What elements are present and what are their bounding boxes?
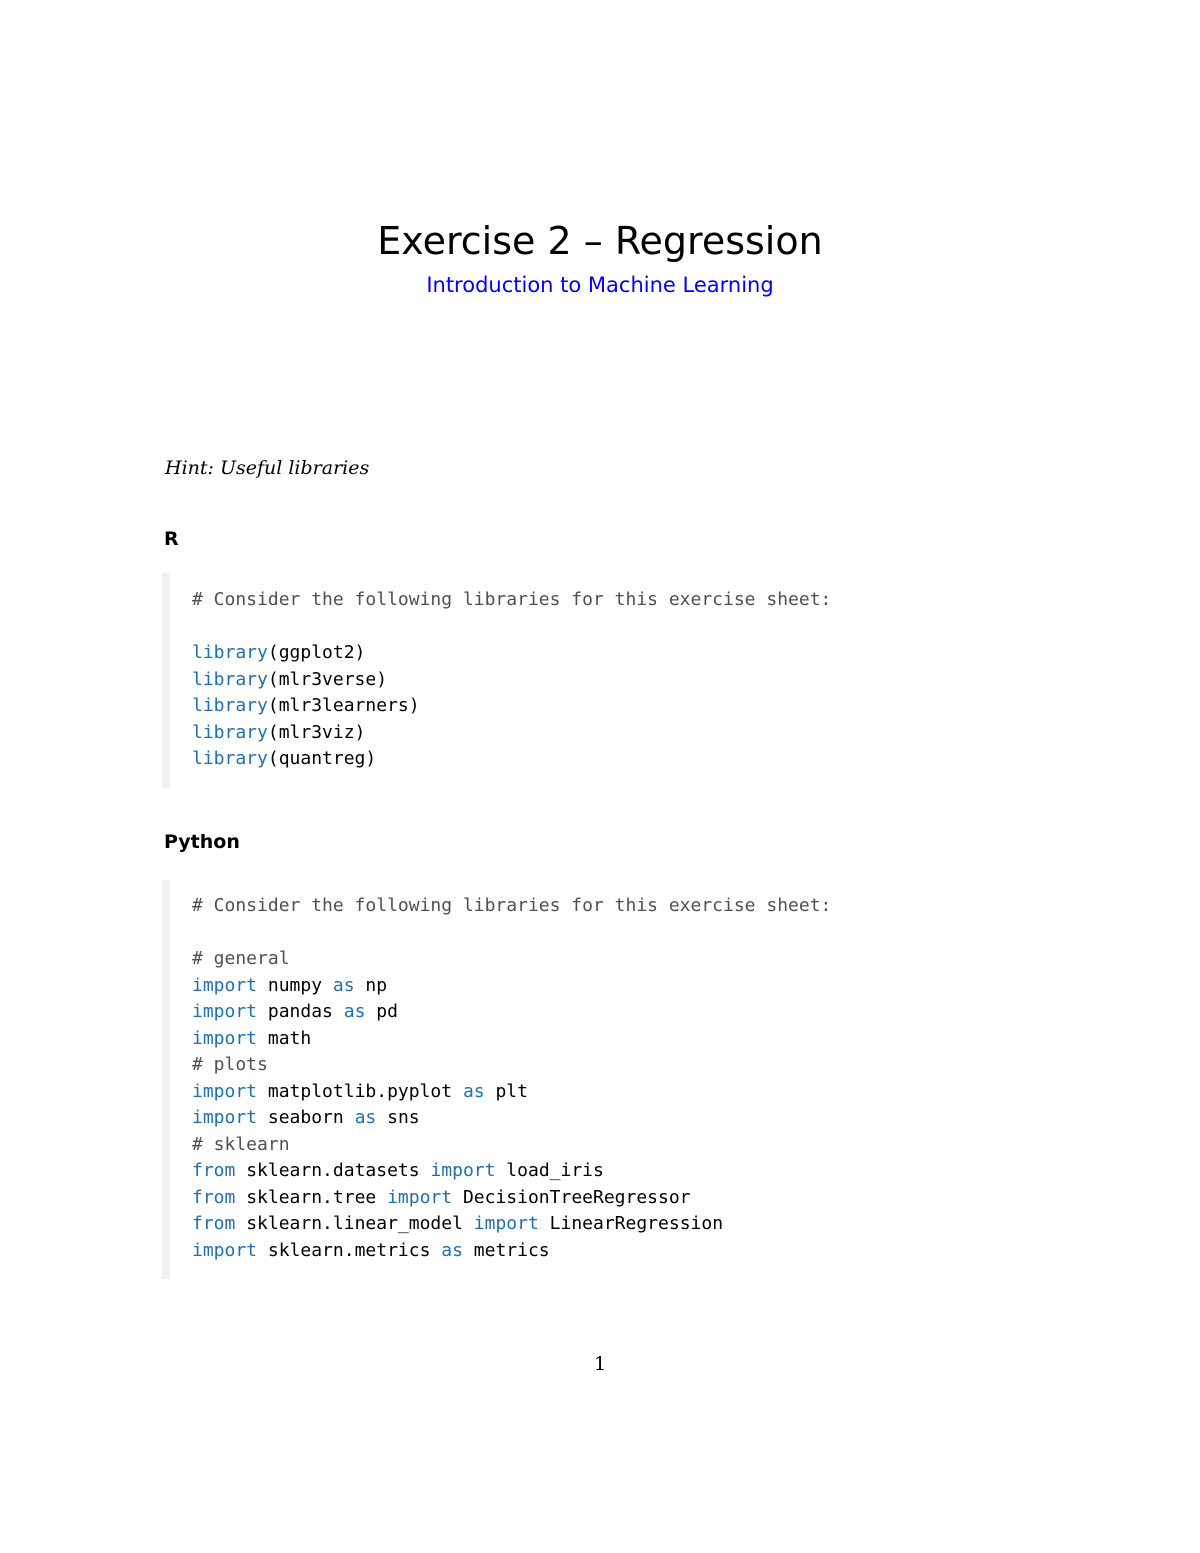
code-argument: (mlr3verse) — [267, 668, 388, 690]
code-argument: (ggplot2) — [267, 642, 366, 663]
code-comment: # Consider the following libraries for this exercise sheet: — [192, 895, 832, 916]
code-keyword: import — [192, 974, 258, 996]
code-text: matplotlib.pyplot — [257, 1080, 463, 1102]
code-keyword: import — [473, 1213, 539, 1234]
code-text: seaborn — [257, 1107, 355, 1128]
code-function: library — [192, 748, 268, 769]
code-block-r — [162, 573, 1042, 788]
code-text: DecisionTreeRegressor — [452, 1186, 691, 1208]
code-text: sklearn.datasets — [235, 1160, 431, 1181]
code-line — [192, 1185, 1042, 1212]
code-line — [192, 1026, 1042, 1053]
code-line — [192, 1158, 1042, 1185]
code-comment: # plots — [192, 1054, 268, 1075]
code-text: sklearn.metrics — [257, 1239, 442, 1261]
code-keyword: as — [343, 1001, 366, 1022]
code-keyword: import — [192, 1001, 258, 1022]
code-block-python — [162, 880, 1042, 1279]
code-lines-python — [192, 946, 1042, 1264]
code-text: np — [354, 974, 388, 996]
section-heading-r: R — [164, 528, 179, 550]
code-argument: (quantreg) — [267, 748, 377, 769]
code-text: pd — [365, 1001, 398, 1022]
code-text: pandas — [257, 1001, 344, 1022]
code-line — [192, 999, 1042, 1026]
code-text: sklearn.linear_model — [235, 1213, 474, 1234]
code-keyword: from — [192, 1186, 236, 1208]
section-heading-python: Python — [164, 831, 240, 853]
code-keyword: import — [192, 1080, 258, 1102]
document-title: Exercise 2 – Regression — [377, 219, 823, 263]
code-keyword: import — [192, 1239, 258, 1261]
hint-text: Hint: Useful libraries — [165, 457, 370, 479]
code-text: load_iris — [495, 1160, 604, 1181]
code-comment: # Consider the following libraries for this exercise sheet: — [192, 589, 832, 610]
code-comment: # sklearn — [192, 1133, 290, 1155]
code-text: numpy — [257, 974, 333, 996]
code-text: plt — [484, 1080, 528, 1102]
code-keyword: import — [430, 1160, 496, 1181]
code-line — [192, 720, 1042, 747]
code-blank-line — [192, 920, 1042, 947]
code-line — [192, 1079, 1042, 1106]
code-line — [192, 640, 1042, 667]
code-function: library — [192, 668, 268, 690]
code-line — [192, 746, 1042, 773]
code-line — [192, 693, 1042, 720]
code-line — [192, 1238, 1042, 1265]
code-keyword: from — [192, 1213, 236, 1234]
code-argument: (mlr3viz) — [267, 721, 366, 743]
code-line — [192, 1105, 1042, 1132]
code-keyword: from — [192, 1160, 236, 1181]
code-line — [192, 973, 1042, 1000]
code-line — [192, 1211, 1042, 1238]
code-function: library — [192, 721, 268, 743]
code-text: metrics — [462, 1239, 550, 1261]
code-keyword: import — [387, 1186, 453, 1208]
code-function: library — [192, 642, 268, 663]
code-function: library — [192, 695, 268, 716]
code-keyword: as — [441, 1239, 463, 1261]
code-keyword: as — [354, 1107, 377, 1128]
code-lines-r — [192, 640, 1042, 773]
code-text: LinearRegression — [538, 1213, 724, 1234]
code-text: sklearn.tree — [235, 1186, 388, 1208]
page-number: 1 — [593, 1353, 607, 1375]
code-text: math — [257, 1027, 312, 1049]
code-argument: (mlr3learners) — [267, 695, 420, 716]
code-blank-line — [192, 614, 1042, 641]
code-keyword: import — [192, 1027, 258, 1049]
code-keyword: as — [332, 974, 355, 996]
code-line — [192, 667, 1042, 694]
code-keyword: import — [192, 1107, 258, 1128]
code-comment: # general — [192, 948, 290, 969]
code-keyword: as — [462, 1080, 485, 1102]
document-subtitle: Introduction to Machine Learning — [426, 273, 774, 297]
code-text: sns — [376, 1107, 420, 1128]
